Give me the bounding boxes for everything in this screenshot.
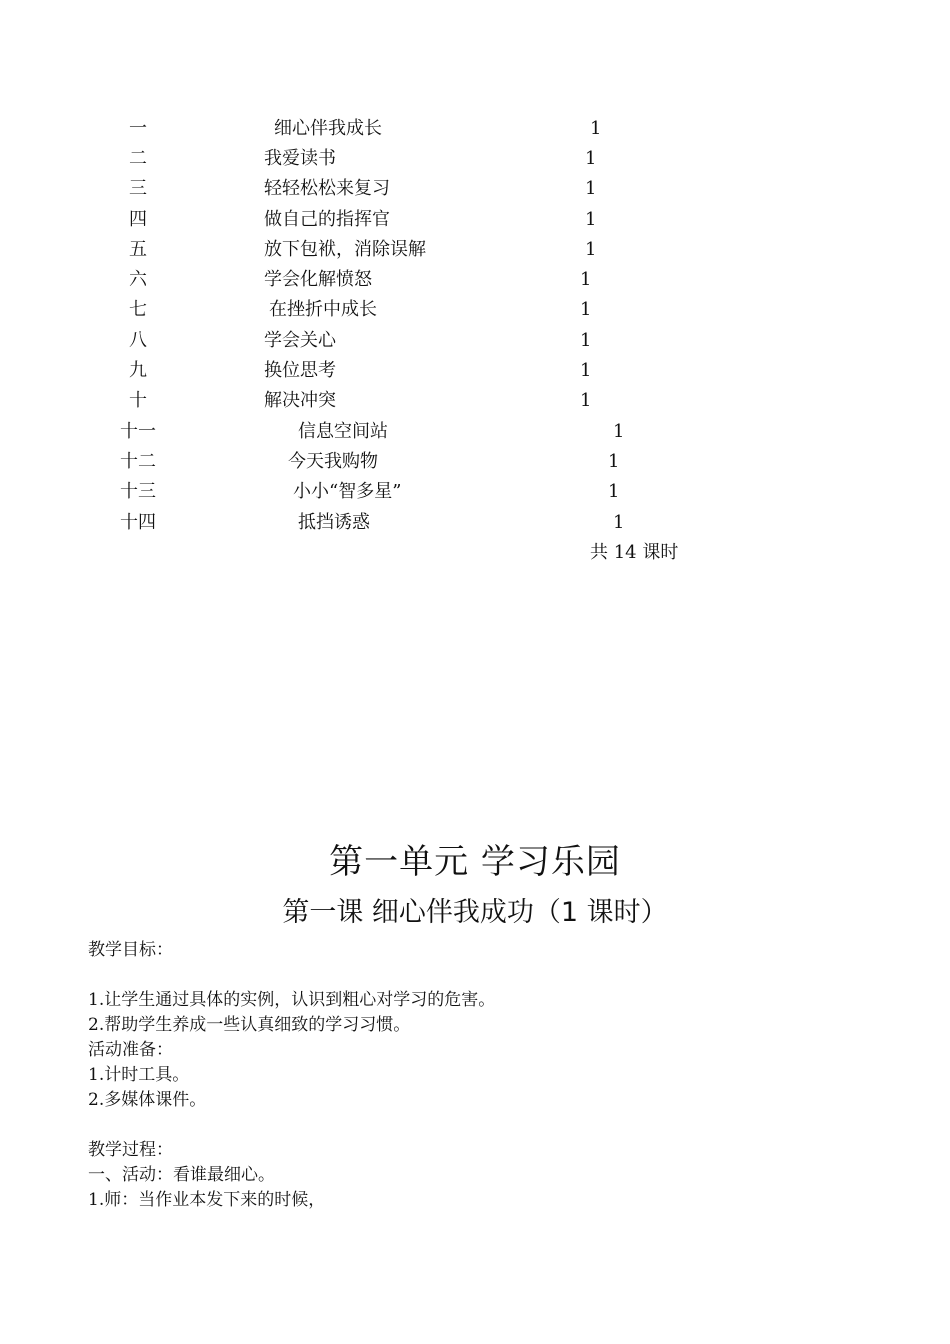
goal-item: 1.让学生通过具体的实例，认识到粗心对学习的危害。 bbox=[88, 990, 496, 1010]
toc-hours: 1 bbox=[580, 299, 592, 320]
toc-title: 我爱读书 bbox=[264, 148, 336, 169]
toc-row bbox=[0, 508, 950, 538]
toc-hours: 1 bbox=[585, 148, 597, 169]
toc-hours: 1 bbox=[613, 421, 625, 442]
toc-number: 八 bbox=[129, 330, 147, 351]
toc-number: 五 bbox=[129, 239, 147, 260]
toc-row bbox=[0, 144, 950, 174]
toc-total: 共 14 课时 bbox=[590, 542, 679, 563]
toc-hours: 1 bbox=[585, 239, 597, 260]
toc-hours: 1 bbox=[590, 118, 602, 139]
toc-number: 四 bbox=[129, 209, 147, 230]
toc-hours: 1 bbox=[608, 451, 620, 472]
toc-number: 九 bbox=[129, 360, 147, 381]
toc-number: 十一 bbox=[120, 421, 156, 442]
toc-row bbox=[0, 235, 950, 265]
toc-title: 放下包袱，消除误解 bbox=[264, 239, 426, 260]
toc-hours: 1 bbox=[608, 481, 620, 502]
lesson-content bbox=[88, 938, 868, 1213]
toc-title: 做自己的指挥官 bbox=[264, 209, 390, 230]
blank-line bbox=[88, 1113, 868, 1138]
toc-title: 学会化解愤怒 bbox=[264, 269, 372, 290]
toc-title: 抵挡诱惑 bbox=[298, 512, 370, 533]
table-of-contents bbox=[0, 0, 950, 580]
toc-title: 细心伴我成长 bbox=[274, 118, 382, 139]
toc-hours: 1 bbox=[585, 209, 597, 230]
toc-number: 十 bbox=[129, 390, 147, 411]
toc-row bbox=[0, 477, 950, 507]
toc-number: 十三 bbox=[120, 481, 156, 502]
prep-heading: 活动准备： bbox=[88, 1040, 173, 1060]
prep-item: 2.多媒体课件。 bbox=[88, 1090, 207, 1110]
toc-number: 二 bbox=[129, 148, 147, 169]
toc-hours: 1 bbox=[580, 269, 592, 290]
toc-row bbox=[0, 386, 950, 416]
toc-row bbox=[0, 205, 950, 235]
toc-number: 六 bbox=[129, 269, 147, 290]
toc-title: 今天我购物 bbox=[288, 451, 378, 472]
toc-title: 轻轻松松来复习 bbox=[264, 178, 390, 199]
toc-title: 解决冲突 bbox=[264, 390, 336, 411]
toc-hours: 1 bbox=[580, 360, 592, 381]
prep-item: 1.计时工具。 bbox=[88, 1065, 190, 1085]
toc-number: 七 bbox=[129, 299, 147, 320]
toc-title: 学会关心 bbox=[264, 330, 336, 351]
toc-row bbox=[0, 295, 950, 325]
process-heading: 教学过程： bbox=[88, 1140, 173, 1160]
toc-number: 十二 bbox=[120, 451, 156, 472]
toc-title: 信息空间站 bbox=[298, 421, 388, 442]
toc-row bbox=[0, 265, 950, 295]
toc-row bbox=[0, 326, 950, 356]
goals-heading: 教学目标： bbox=[88, 940, 173, 960]
toc-number: 三 bbox=[129, 178, 147, 199]
toc-number: 一 bbox=[129, 118, 147, 139]
toc-hours: 1 bbox=[585, 178, 597, 199]
toc-title: 在挫折中成长 bbox=[269, 299, 377, 320]
toc-title: 小小“智多星” bbox=[293, 481, 402, 502]
toc-row bbox=[0, 356, 950, 386]
toc-hours: 1 bbox=[613, 512, 625, 533]
toc-number: 十四 bbox=[120, 512, 156, 533]
blank-line bbox=[88, 963, 868, 988]
toc-hours: 1 bbox=[580, 390, 592, 411]
toc-row bbox=[0, 447, 950, 477]
toc-title: 换位思考 bbox=[264, 360, 336, 381]
goal-item: 2.帮助学生养成一些认真细致的学习习惯。 bbox=[88, 1015, 411, 1035]
unit-title: 第一单元 学习乐园 bbox=[329, 842, 621, 882]
toc-row bbox=[0, 417, 950, 447]
toc-row bbox=[0, 114, 950, 144]
step-item: 1.师：当作业本发下来的时候， bbox=[88, 1190, 326, 1210]
lesson-title: 第一课 细心伴我成功（1 课时） bbox=[282, 897, 668, 928]
activity-heading: 一、活动：看谁最细心。 bbox=[88, 1165, 275, 1185]
toc-hours: 1 bbox=[580, 330, 592, 351]
toc-row bbox=[0, 174, 950, 204]
